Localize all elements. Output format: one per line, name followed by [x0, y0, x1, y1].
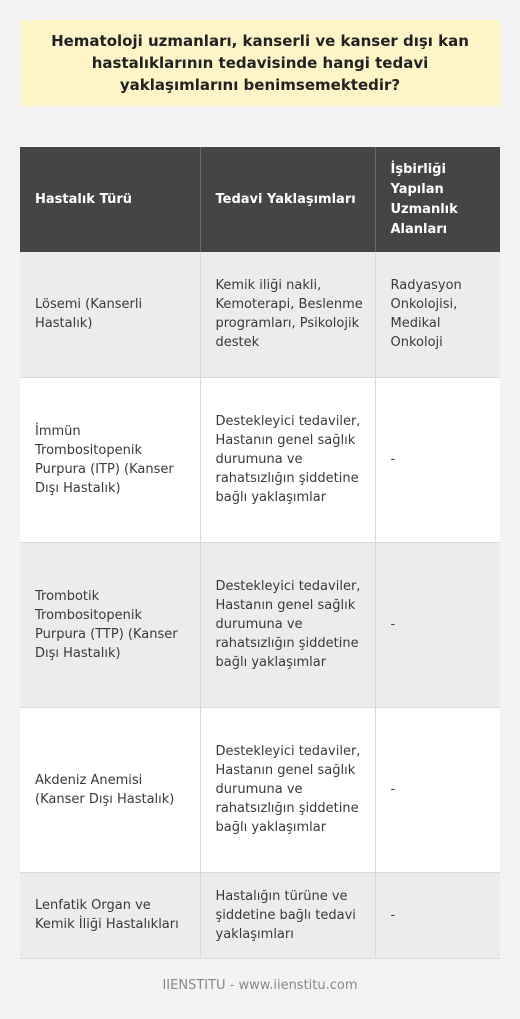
- table-row: [20, 542, 500, 707]
- footer-credit: IIENSTITU - www.iienstitu.com: [162, 978, 358, 993]
- column-header-treatment: Tedavi Yaklaşımları: [200, 147, 375, 252]
- table-row: [20, 707, 500, 872]
- table-row: [20, 252, 500, 377]
- cell-disease: Lenfatik Organ ve Kemik İliği Hastalıkları: [20, 872, 200, 958]
- column-header-collaboration: İşbirliği Yapılan Uzmanlık Alanları: [375, 147, 500, 252]
- cell-collaboration: -: [375, 707, 500, 872]
- treatment-table: [20, 147, 500, 959]
- table-row: [20, 872, 500, 958]
- cell-collaboration: -: [375, 542, 500, 707]
- page-title: Hematoloji uzmanları, kanserli ve kanser dışı kan hastalıklarının tedavisinde hangi tedavi yaklaşımlarını benimsemektedir?: [51, 32, 469, 94]
- column-header-disease: Hastalık Türü: [20, 147, 200, 252]
- cell-collaboration: Radyasyon Onkolojisi, Medikal Onkoloji: [375, 252, 500, 377]
- cell-collaboration: -: [375, 872, 500, 958]
- cell-treatment: Destekleyici tedaviler, Hastanın genel sağlık durumuna ve rahatsızlığın şiddetine bağlı yaklaşımlar: [200, 542, 375, 707]
- cell-disease: Lösemi (Kanserli Hastalık): [20, 252, 200, 377]
- cell-disease: Akdeniz Anemisi (Kanser Dışı Hastalık): [20, 707, 200, 872]
- table-header-row: [20, 147, 500, 252]
- cell-treatment: Destekleyici tedaviler, Hastanın genel sağlık durumuna ve rahatsızlığın şiddetine bağlı yaklaşımlar: [200, 377, 375, 542]
- cell-disease: Trombotik Trombositopenik Purpura (TTP) (Kanser Dışı Hastalık): [20, 542, 200, 707]
- cell-treatment: Kemik iliği nakli, Kemoterapi, Beslenme programları, Psikolojik destek: [200, 252, 375, 377]
- cell-disease: İmmün Trombositopenik Purpura (ITP) (Kanser Dışı Hastalık): [20, 377, 200, 542]
- cell-collaboration: -: [375, 377, 500, 542]
- table-row: [20, 377, 500, 542]
- title-banner: [20, 20, 500, 106]
- cell-treatment: Hastalığın türüne ve şiddetine bağlı tedavi yaklaşımları: [200, 872, 375, 958]
- cell-treatment: Destekleyici tedaviler, Hastanın genel sağlık durumuna ve rahatsızlığın şiddetine bağlı yaklaşımlar: [200, 707, 375, 872]
